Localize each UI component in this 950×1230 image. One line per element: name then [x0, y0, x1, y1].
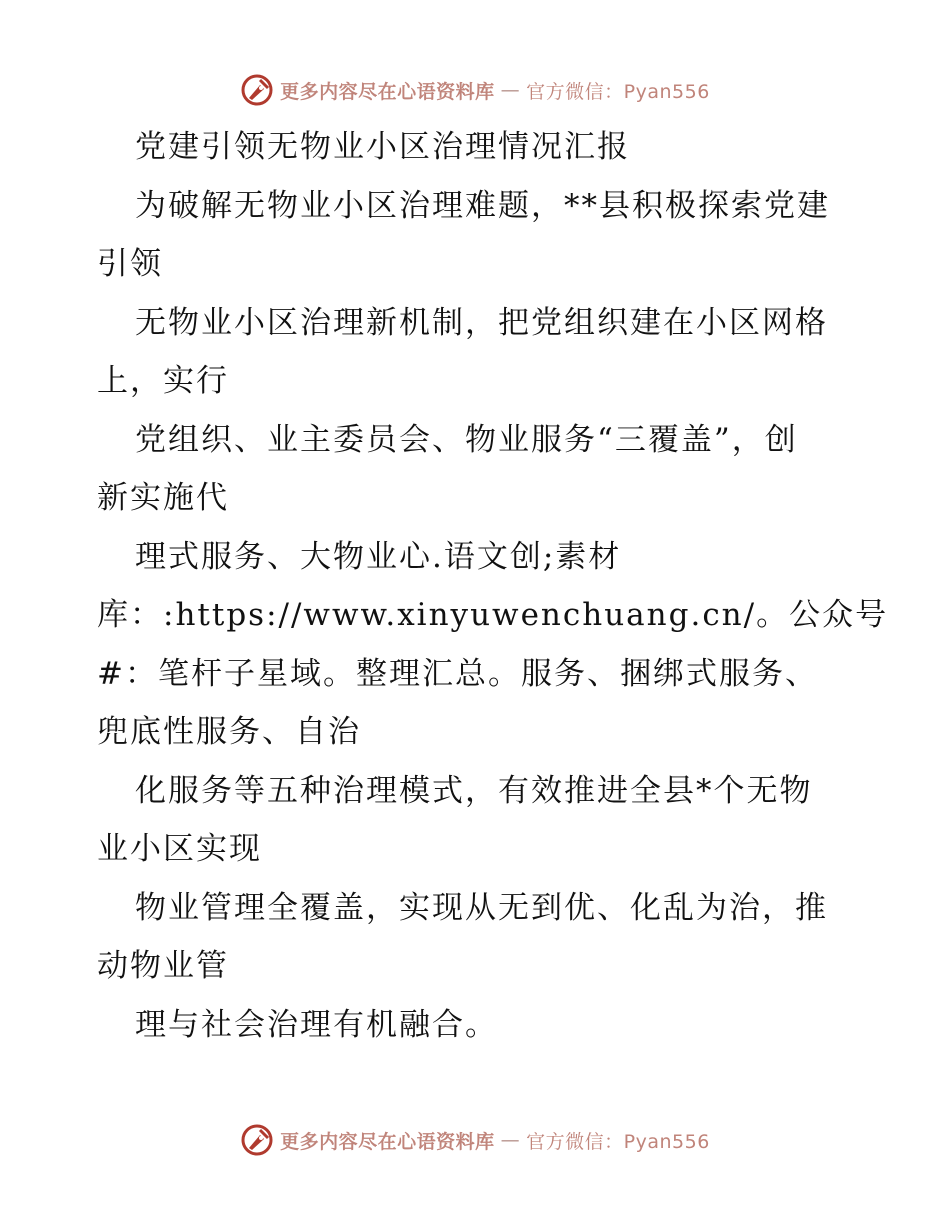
header-watermark — [0, 70, 950, 110]
footer-watermark — [0, 1120, 950, 1160]
pen-nib-logo-icon — [240, 1123, 274, 1157]
paragraph-line: 引领 — [97, 246, 163, 282]
paragraph-line: 党组织、业主委员会、物业服务“三覆盖”，创 — [135, 421, 798, 458]
paragraph-line-url: 库：:https://www.xinyuwenchuang.cn/。公众号 — [97, 597, 889, 633]
watermark-main-text: 更多内容尽在心语资料库 — [280, 80, 495, 103]
pen-nib-logo-icon — [240, 73, 274, 107]
document-body — [97, 118, 889, 1054]
document-title: 党建引领无物业小区治理情况汇报 — [135, 129, 630, 165]
paragraph-line: 业小区实现 — [97, 831, 262, 867]
paragraph-line: 新实施代 — [97, 480, 229, 516]
watermark-dash: — — [500, 79, 521, 101]
watermark-main-text: 更多内容尽在心语资料库 — [280, 1130, 495, 1153]
watermark-contact-text: 官方微信：Pyan556 — [526, 80, 710, 103]
paragraph-line: 化服务等五种治理模式，有效推进全县*个无物 — [135, 772, 813, 809]
paragraph-line: 上，实行 — [97, 363, 229, 399]
paragraph-line: 物业管理全覆盖，实现从无到优、化乱为治，推 — [135, 889, 828, 926]
paragraph-line: 动物业管 — [97, 948, 229, 984]
paragraph-line: 为破解无物业小区治理难题，**县积极探索党建 — [135, 187, 830, 224]
paragraph-line: 理式服务、大物业心.语文创;素材 — [135, 538, 622, 575]
watermark-contact-text: 官方微信：Pyan556 — [526, 1130, 710, 1153]
paragraph-line: 理与社会治理有机融合。 — [135, 1006, 498, 1043]
paragraph-line: 无物业小区治理新机制，把党组织建在小区网格 — [135, 304, 828, 341]
watermark-dash: — — [500, 1129, 521, 1151]
paragraph-line: #：笔杆子星域。整理汇总。服务、捆绑式服务、 — [97, 655, 818, 692]
paragraph-line: 兜底性服务、自治 — [97, 714, 361, 750]
